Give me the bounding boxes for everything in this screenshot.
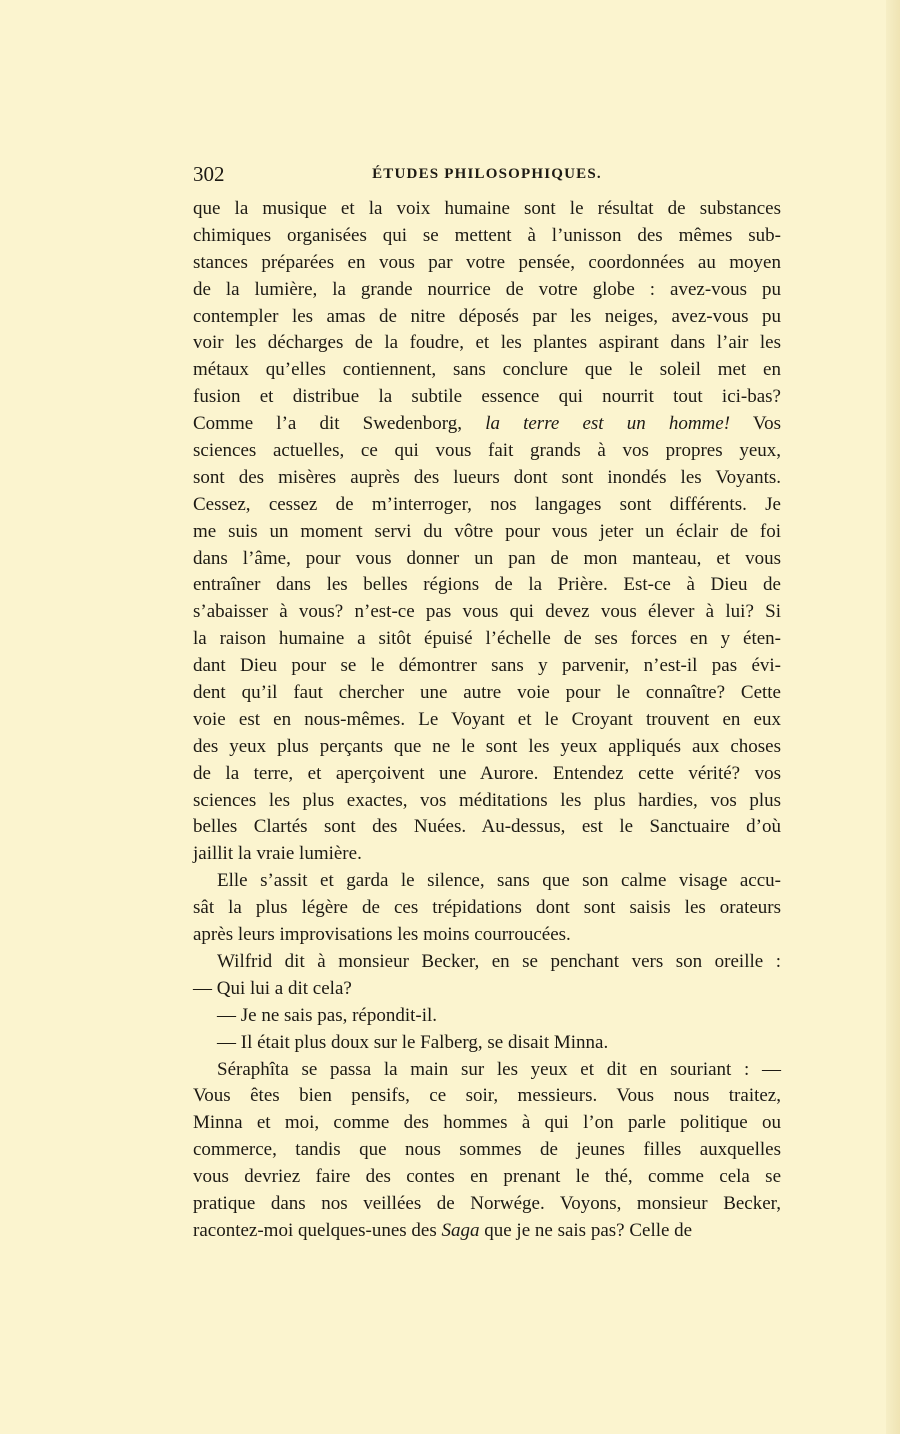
- running-title: ÉTUDES PHILOSOPHIQUES.: [372, 166, 602, 182]
- text-segment: dant Dieu pour se le démontrer sans y parvenir, n’est-il pas évi-: [193, 655, 781, 677]
- text-segment: chimiques organisées qui se mettent à l’unisson des mêmes sub-: [193, 224, 781, 246]
- text-segment: de la terre, et aperçoivent une Aurore. Entendez cette vérité? vos: [193, 762, 781, 784]
- text-segment: entraîner dans les belles régions de la Prière. Est-ce à Dieu de: [193, 574, 781, 596]
- text-line: [193, 330, 781, 357]
- text-segment: stances préparées en vous par votre pensée, coordonnées au moyen: [193, 251, 781, 273]
- text-segment: que la musique et la voix humaine sont le résultat de substances: [193, 198, 781, 219]
- text-line: [193, 304, 781, 331]
- text-line: [193, 223, 781, 250]
- text-line: [193, 357, 781, 384]
- text-line: [193, 922, 781, 949]
- text-segment: sciences les plus exactes, vos méditations les plus hardies, vos plus: [193, 789, 781, 811]
- text-line: [193, 384, 781, 411]
- text-segment: commerce, tandis que nous sommes de jeunes filles auxquelles: [193, 1139, 781, 1161]
- text-line: [193, 680, 781, 707]
- text-segment: belles Clartés sont des Nuées. Au-dessus, est le Sanctuaire d’où: [193, 816, 781, 838]
- text-segment: — Il était plus doux sur le Falberg, se disait Minna.: [217, 1031, 609, 1053]
- paragraph: [193, 1057, 781, 1245]
- text-line: [193, 1218, 781, 1245]
- running-header: [193, 162, 781, 192]
- text-segment: jaillit la vraie lumière.: [193, 843, 362, 865]
- text-segment: des yeux plus perçants que ne le sont les yeux appliqués aux choses: [193, 735, 781, 757]
- text-segment: dans l’âme, pour vous donner un pan de mon manteau, et vous: [193, 547, 781, 569]
- italic-text: Saga: [441, 1219, 480, 1241]
- text-segment: métaux qu’elles contiennent, sans conclure que le soleil met en: [193, 359, 781, 381]
- text-line: [193, 895, 781, 922]
- text-line: [193, 734, 781, 761]
- text-segment: Vous êtes bien pensifs, ce soir, messieurs. Vous nous traitez,: [193, 1085, 781, 1107]
- text-line: [193, 788, 781, 815]
- text-segment: que je ne sais pas? Celle de: [479, 1219, 693, 1241]
- text-segment: pratique dans nos veillées de Norwége. Voyons, monsieur Becker,: [193, 1192, 781, 1214]
- text-segment: me suis un moment servi du vôtre pour vous jeter un éclair de foi: [193, 520, 781, 542]
- text-line: [193, 1137, 781, 1164]
- paragraph: [193, 1003, 781, 1030]
- text-line: [193, 761, 781, 788]
- text-line: [193, 196, 781, 223]
- text-segment: voir les décharges de la foudre, et les plantes aspirant dans l’air les: [193, 332, 781, 354]
- text-line: [193, 438, 781, 465]
- text-segment: de la lumière, la grande nourrice de votre globe : avez-vous pu: [193, 278, 781, 300]
- text-segment: sciences actuelles, ce qui vous fait grands à vos propres yeux,: [193, 440, 781, 462]
- text-segment: racontez-moi quelques-unes des: [193, 1219, 442, 1241]
- text-segment: voie est en nous-mêmes. Le Voyant et le Croyant trouvent en eux: [193, 708, 781, 730]
- text-line: [193, 707, 781, 734]
- text-segment: Séraphîta se passa la main sur les yeux et dit en souriant : —: [217, 1058, 781, 1080]
- text-segment: contempler les amas de nitre déposés par les neiges, avez-vous pu: [193, 305, 781, 327]
- text-line: [193, 277, 781, 304]
- text-line: [193, 1191, 781, 1218]
- paragraph: [193, 949, 781, 1003]
- body-text: [193, 196, 781, 1245]
- text-line: [193, 1057, 781, 1084]
- text-line: [193, 1030, 781, 1057]
- text-segment: fusion et distribue la subtile essence qui nourrit tout ici-bas?: [193, 386, 781, 408]
- paragraph: [193, 1030, 781, 1057]
- text-segment: sât la plus légère de ces trépidations dont sont saisis les orateurs: [193, 897, 781, 919]
- text-segment: Cessez, cessez de m’interroger, nos langages sont différents. Je: [193, 493, 781, 515]
- text-segment: — Je ne sais pas, répondit-il.: [217, 1004, 438, 1026]
- text-segment: dent qu’il faut chercher une autre voie pour le connaître? Cette: [193, 682, 781, 704]
- text-line: [193, 814, 781, 841]
- text-segment: sont des misères auprès des lueurs dont sont inondés les Voyants.: [193, 466, 781, 488]
- text-segment: s’abaisser à vous? n’est-ce pas vous qui devez vous élever à lui? Si: [193, 601, 781, 623]
- text-segment: Minna et moi, comme des hommes à qui l’on parle politique ou: [193, 1112, 781, 1134]
- text-line: [193, 411, 781, 438]
- text-line: [193, 949, 781, 976]
- paragraph: [193, 868, 781, 949]
- text-line: [193, 599, 781, 626]
- text-line: [193, 653, 781, 680]
- text-line: [193, 572, 781, 599]
- page-edge: [886, 0, 900, 1434]
- text-line: [193, 976, 781, 1003]
- text-segment: vous devriez faire des contes en prenant le thé, comme cela se: [193, 1166, 781, 1188]
- text-segment: — Qui lui a dit cela?: [193, 977, 352, 999]
- text-line: [193, 1003, 781, 1030]
- text-line: [193, 465, 781, 492]
- text-segment: Wilfrid dit à monsieur Becker, en se penchant vers son oreille :: [217, 950, 781, 972]
- page-number: 302: [193, 162, 225, 186]
- text-line: [193, 626, 781, 653]
- text-segment: Comme l’a dit Swedenborg,: [193, 413, 486, 435]
- text-segment: Elle s’assit et garda le silence, sans que son calme visage accu-: [217, 870, 781, 892]
- text-line: [193, 1110, 781, 1137]
- text-line: [193, 1083, 781, 1110]
- text-segment: la raison humaine a sitôt épuisé l’échelle de ses forces en y éten-: [193, 628, 781, 650]
- text-segment: après leurs improvisations les moins courroucées.: [193, 924, 571, 946]
- text-line: [193, 1164, 781, 1191]
- italic-text: la terre est un homme!: [485, 413, 731, 435]
- text-line: [193, 868, 781, 895]
- text-segment: Vos: [730, 413, 781, 435]
- text-line: [193, 250, 781, 277]
- text-line: [193, 546, 781, 573]
- text-line: [193, 841, 781, 868]
- text-line: [193, 492, 781, 519]
- text-line: [193, 519, 781, 546]
- paragraph: [193, 196, 781, 868]
